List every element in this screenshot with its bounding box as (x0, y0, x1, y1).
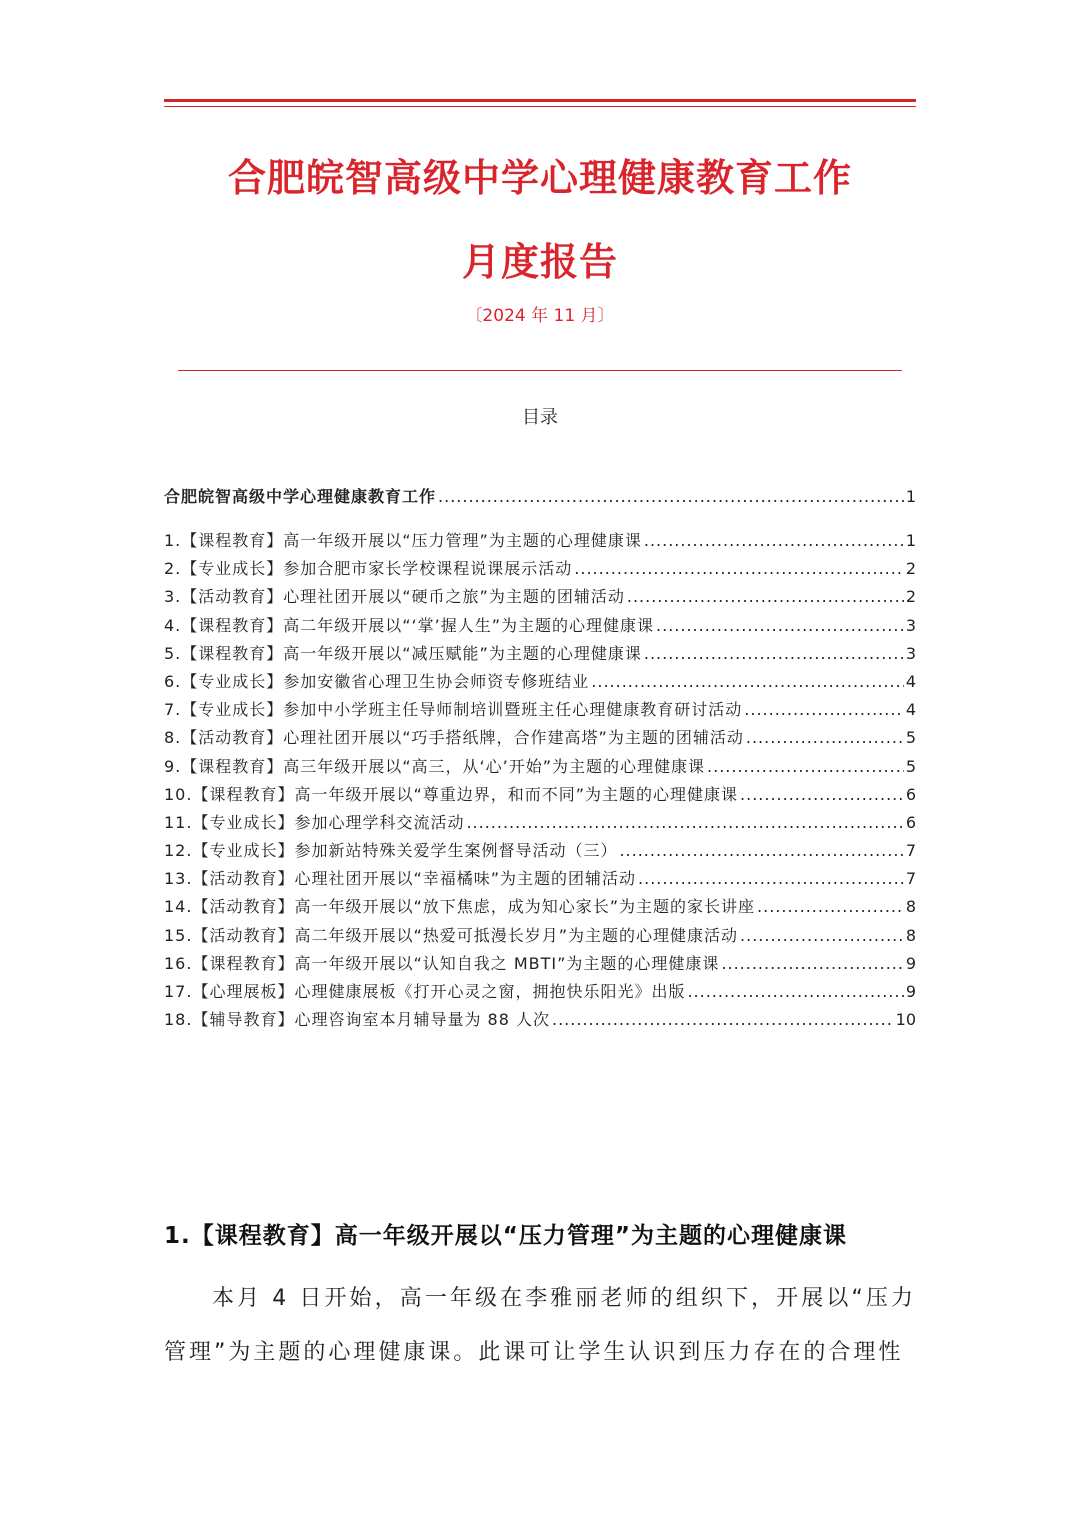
toc-entry[interactable] (164, 810, 916, 838)
toc-leader-dots (740, 785, 904, 804)
toc-entry-page: 10 (895, 1010, 916, 1030)
toc-main-entry[interactable] (164, 484, 916, 528)
toc-entry-page: 7 (905, 869, 916, 889)
toc-entry-label: 17.【心理展板】心理健康展板《打开心灵之窗，拥抱快乐阳光》出版 (164, 982, 686, 1001)
toc-entry-label: 18.【辅导教育】心理咨询室本月辅导量为 88 人次 (164, 1010, 550, 1030)
toc-leader-dots (644, 644, 904, 663)
toc-leader-dots (707, 757, 904, 776)
section-paragraph: 本月 4 日开始，高一年级在李雅丽老师的组织下，开展以“压力管理”为主题的心理健康课。此课可让学生认识到压力存在的合理性 (164, 1286, 916, 1365)
toc-entry[interactable] (164, 951, 916, 979)
toc-entry-page: 1 (905, 531, 916, 550)
toc-entry-label: 15.【活动教育】高二年级开展以“热爱可抵漫长岁月”为主题的心理健康活动 (164, 925, 739, 945)
report-date: 〔2024 年 11 月〕 (465, 306, 615, 326)
toc-entry-page: 6 (905, 784, 916, 804)
report-title-line1: 合肥皖智高级中学心理健康教育工作 (227, 155, 852, 200)
toc-entry-label: 3.【活动教育】心理社团开展以“硬币之旅”为主题的团辅活动 (164, 587, 625, 607)
toc-entry-label: 12.【专业成长】参加新站特殊关爱学生案例督导活动（三） (164, 841, 618, 861)
toc-leader-dots (744, 700, 904, 719)
toc-leader-dots (740, 926, 904, 945)
toc-entry-label: 10.【课程教育】高一年级开展以“尊重边界，和而不同”为主题的心理健康课 (164, 784, 739, 804)
toc-entry[interactable] (164, 866, 916, 894)
toc-entry[interactable] (164, 782, 916, 810)
toc-leader-dots (656, 616, 904, 635)
toc-entry[interactable] (164, 641, 916, 669)
toc-leader-dots (438, 487, 904, 506)
toc-leader-dots (757, 897, 904, 916)
toc-entry[interactable] (164, 1007, 916, 1035)
toc-entry-label: 7.【专业成长】参加中小学班主任导师制培训暨班主任心理健康教育研讨活动 (164, 700, 743, 720)
toc-entry-page: 3 (905, 643, 916, 663)
toc-entry[interactable] (164, 528, 916, 556)
toc-entry-page: 2 (905, 587, 916, 607)
toc-entry[interactable] (164, 725, 916, 753)
toc-entry-page: 3 (905, 615, 916, 635)
toc-entry-label: 9.【课程教育】高三年级开展以“高三，从‘心’开始”为主题的心理健康课 (164, 756, 706, 776)
toc-entry-page: 9 (905, 982, 916, 1001)
toc-entry-label: 5.【课程教育】高一年级开展以“减压赋能”为主题的心理健康课 (164, 643, 642, 663)
toc-entry-page: 7 (905, 841, 916, 861)
toc-leader-dots (644, 531, 904, 550)
toc-leader-dots (746, 728, 904, 747)
toc-entry-label: 2.【专业成长】参加合肥市家长学校课程说课展示活动 (164, 559, 573, 579)
toc-leader-dots (619, 841, 903, 860)
toc-entry[interactable] (164, 754, 916, 782)
table-of-contents (164, 484, 916, 1035)
toc-entry-label: 4.【课程教育】高二年级开展以“‘掌’握人生”为主题的心理健康课 (164, 615, 655, 635)
toc-leader-dots (574, 559, 904, 578)
toc-entry-page: 2 (905, 559, 916, 579)
header-rule-thick (164, 99, 916, 102)
toc-entry-page: 4 (905, 700, 916, 720)
toc-entry-label: 14.【活动教育】高一年级开展以“放下焦虑，成为知心家长”为主题的家长讲座 (164, 897, 756, 917)
toc-items (164, 528, 916, 1035)
toc-leader-dots (466, 813, 903, 832)
toc-entry-page: 4 (905, 671, 916, 691)
toc-leader-dots (638, 869, 904, 888)
toc-entry-page: 5 (905, 728, 916, 748)
toc-entry[interactable] (164, 556, 916, 584)
toc-entry-label: 合肥皖智高级中学心理健康教育工作 (164, 487, 437, 506)
toc-entry[interactable] (164, 979, 916, 1007)
toc-entry-page: 1 (905, 487, 916, 506)
toc-entry-page: 8 (905, 925, 916, 945)
toc-entry-label: 16.【课程教育】高一年级开展以“认知自我之 MBTI”为主题的心理健康课 (164, 953, 720, 973)
toc-leader-dots (687, 982, 903, 1001)
report-title-line2: 月度报告 (461, 239, 618, 284)
toc-heading: 目录 (522, 407, 558, 428)
header-separator (178, 370, 902, 371)
toc-entry[interactable] (164, 697, 916, 725)
toc-entry-page: 5 (905, 756, 916, 776)
toc-entry-page: 9 (905, 953, 916, 973)
toc-entry-label: 8.【活动教育】心理社团开展以“巧手搭纸牌，合作建高塔”为主题的团辅活动 (164, 728, 744, 748)
toc-entry-label: 13.【活动教育】心理社团开展以“幸福橘味”为主题的团辅活动 (164, 869, 637, 889)
toc-entry-label: 6.【专业成长】参加安徽省心理卫生协会师资专修班结业 (164, 671, 590, 691)
toc-leader-dots (721, 954, 903, 973)
section-title: 1.【课程教育】高一年级开展以“压力管理”为主题的心理健康课 (164, 1223, 847, 1249)
toc-entry[interactable] (164, 584, 916, 612)
toc-leader-dots (552, 1010, 894, 1029)
toc-entry-page: 6 (905, 812, 916, 832)
toc-entry-label: 11.【专业成长】参加心理学科交流活动 (164, 812, 465, 832)
toc-entry-label: 1.【课程教育】高一年级开展以“压力管理”为主题的心理健康课 (164, 531, 642, 550)
toc-entry[interactable] (164, 669, 916, 697)
header-rule-thin (164, 106, 916, 107)
toc-entry[interactable] (164, 613, 916, 641)
toc-entry-page: 8 (905, 897, 916, 917)
toc-entry[interactable] (164, 894, 916, 922)
toc-leader-dots (627, 587, 904, 606)
toc-entry[interactable] (164, 838, 916, 866)
toc-leader-dots (591, 672, 904, 691)
toc-entry[interactable] (164, 923, 916, 951)
